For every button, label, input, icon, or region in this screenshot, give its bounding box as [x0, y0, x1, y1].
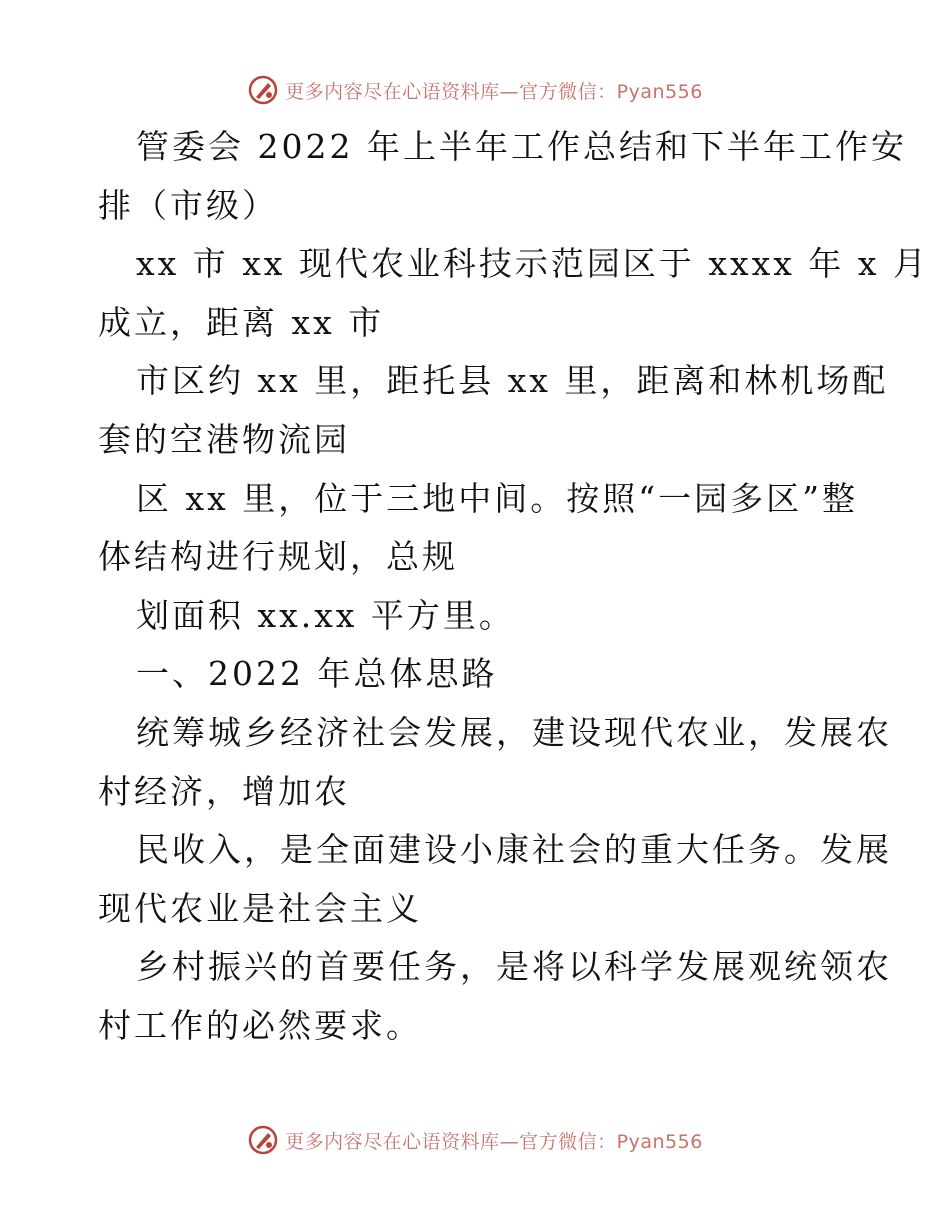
paragraph-line: 区 xx 里，位于三地中间。按照“一园多区”整: [136, 478, 858, 518]
paragraph-line: 统筹城乡经济社会发展，建设现代农业，发展农: [136, 712, 892, 752]
footer-banner: [0, 1120, 950, 1160]
section-heading: 一、2022 年总体思路: [136, 654, 498, 694]
paragraph-line: 乡村振兴的首要任务，是将以科学发展观统领农: [136, 947, 892, 987]
document-body: [98, 118, 929, 1056]
header-banner: [0, 70, 950, 110]
paragraph-line: 民收入，是全面建设小康社会的重大任务。发展: [136, 830, 892, 870]
paragraph-line: 成立，距离 xx 市: [98, 302, 385, 342]
paragraph-line: 村工作的必然要求。: [98, 1005, 422, 1045]
header-banner-text: 更多内容尽在心语资料库—官方微信：Pyan556: [285, 80, 703, 103]
paragraph-line: 划面积 xx.xx 平方里。: [136, 595, 515, 635]
document-title-line-2: 排（市级）: [98, 185, 278, 225]
footer-banner-text: 更多内容尽在心语资料库—官方微信：Pyan556: [285, 1130, 703, 1153]
pen-logo-icon: [247, 74, 279, 106]
header-banner-inner: [247, 74, 703, 106]
paragraph-line: 套的空港物流园: [98, 419, 350, 459]
paragraph-line: 村经济，增加农: [98, 771, 350, 811]
paragraph-line: xx 市 xx 现代农业科技示范园区于 xxxx 年 x 月: [136, 244, 929, 284]
paragraph-line: 市区约 xx 里，距托县 xx 里，距离和林机场配: [136, 361, 889, 401]
document-title-line-1: 管委会 2022 年上半年工作总结和下半年工作安: [136, 127, 907, 166]
paragraph-line: 体结构进行规划，总规: [98, 537, 458, 577]
paragraph-line: 现代农业是社会主义: [98, 888, 422, 928]
footer-banner-inner: [247, 1124, 703, 1156]
pen-logo-icon: [247, 1124, 279, 1156]
